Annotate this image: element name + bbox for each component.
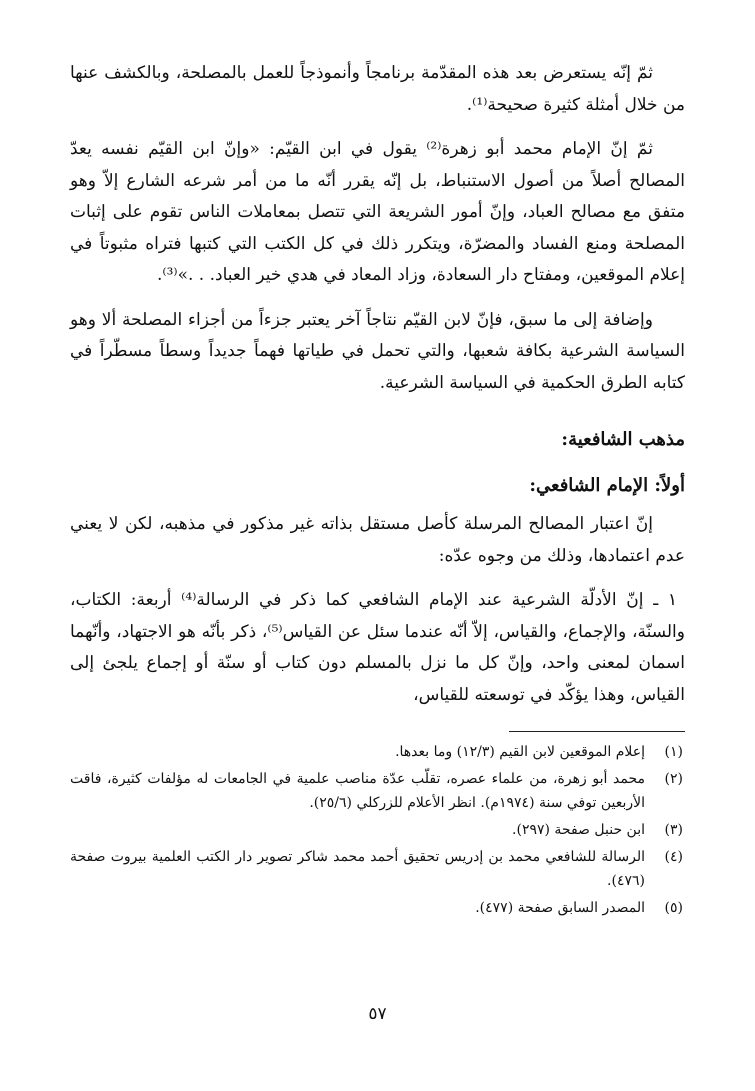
section-heading-shafii-school: مذهب الشافعية: (561, 429, 685, 450)
page-number: ٥٧ (368, 1004, 387, 1024)
paragraph-3: وإضافة إلى ما سبق، فإنّ لابن القيّم نتاجاً آخر يعتبر جزءاً من أجزاء المصلحة ألا وهو السياسة الشرعية بكافة شعبها، والتي تحمل في طياتها فهماً جديداً وسطاً مسطّراً في كتابه الطرق الحكمية في السياسة الشرعية. (70, 309, 685, 393)
footnote-item (70, 740, 685, 764)
footnote-text: المصدر السابق صفحة (٤٧٧). (475, 900, 645, 916)
footnote-text: ابن حنبل صفحة (٢٩٧). (512, 822, 645, 838)
footnote-text: محمد أبو زهرة، من علماء عصره، تقلّب عدّة مناصب علمية في الجامعات له مؤلفات كثيرة، فاقت الأربعين توفي سنة (١٩٧٤م). انظر الأعلام للزركلي (٢٥/٦). (70, 771, 645, 811)
paragraph-4: إنّ اعتبار المصالح المرسلة كأصل مستقل بذاته غير مذكور في مذهبه، لكن لا يعني عدم اعتمادها، وذلك من وجوه عدّه: (70, 514, 685, 566)
footnote-number: (٤) (664, 849, 683, 865)
subsection-heading-imam-shafii: أولاً: الإمام الشافعي: (529, 475, 685, 496)
paragraph-1: ثمّ إنّه يستعرض بعد هذه المقدّمة برنامجاً وأنموذجاً للعمل بالمصلحة، وبالكشف عنها من خلال أمثلة كثيرة صحيحة⁽¹⁾. (70, 63, 685, 115)
footnote-number: (٥) (664, 900, 683, 916)
footnote-number: (٣) (664, 822, 683, 838)
document-page (70, 58, 685, 923)
footnote-number: (٢) (664, 771, 683, 787)
paragraph-2: ثمّ إنّ الإمام محمد أبو زهرة⁽²⁾ يقول في ابن القيّم: «وإنّ ابن القيّم نفسه يعدّ المصالح أصلاً من أصول الاستنباط، بل إنّه يقرر أنّه ما من أمر شرعه الشارع إلاّ وهو متفق مع مصالح العباد، وإنّ أمور الشريعة التي تتصل بمعاملات الناس تقوم على إثبات المصلحة ومنع الفساد والمضرّة، ويتكرر ذلك في كل الكتب التي كتبها فتراه مثبوتاً في إعلام الموقعين، ومفتاح دار السعادة، وزاد المعاد في هدي خير العباد. . .»⁽³⁾. (70, 139, 685, 285)
footnote-text: إعلام الموقعين لابن القيم (١٢/٣) وما بعدها. (395, 744, 645, 760)
footnotes-list (70, 740, 685, 920)
footnote-item (70, 896, 685, 920)
footnote-text: الرسالة للشافعي محمد بن إدريس تحقيق أحمد محمد شاكر تصوير دار الكتب العلمية بيروت صفحة (٤٧٦). (70, 849, 645, 889)
paragraph-5: ١ ـ إنّ الأدلّة الشرعية عند الإمام الشافعي كما ذكر في الرسالة⁽⁴⁾ أربعة: الكتاب، والسنّة، والإجماع، والقياس، إلاّ أنّه عندما سئل عن القياس⁽⁵⁾، ذكر بأنّه هو الاجتهاد، وأنّهما اسمان لمعنى واحد، وإنّ كل ما نزل بالمسلم دون كتاب أو سنّة أو إجماع يلجئ إلى القياس، وهذا يؤكّد في توسعته للقياس، (70, 590, 685, 705)
footnote-number: (١) (664, 744, 683, 760)
footnote-separator (509, 731, 685, 732)
footnote-item (70, 818, 685, 842)
footnote-item (70, 767, 685, 815)
footnote-item (70, 845, 685, 893)
